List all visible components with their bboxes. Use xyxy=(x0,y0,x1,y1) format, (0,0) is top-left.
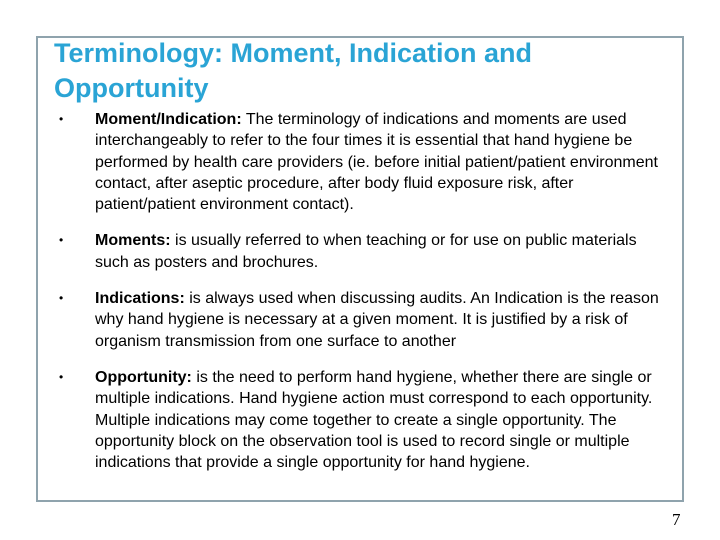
term-label: Moments: xyxy=(95,232,171,250)
page-number: 7 xyxy=(672,510,681,529)
term-definition: is the need to perform hand hygiene, whether there are single or multiple indications. Hand hygiene action must correspond to each opportunity. Multiple indications may come together to create a single opportunity. The opportunity block on the observation tool is used to record single or multiple indications that provide a single opportunity for hand hygiene. xyxy=(95,368,653,472)
slide-title: Terminology: Moment, Indication and Opportunity xyxy=(54,38,532,103)
bullet-icon: • xyxy=(59,369,64,384)
bullet-icon: • xyxy=(59,291,64,306)
term-label: Moment/Indication: xyxy=(95,111,242,128)
bullet-icon: • xyxy=(59,112,64,126)
bullet-icon: • xyxy=(59,233,64,248)
term-label: Indications: xyxy=(95,290,185,308)
bullet-item-indications xyxy=(55,288,665,352)
term-definition: is always used when discussing audits. An Indication is the reason why hand hygiene is necessary at a given moment. It is justified by a risk of organism transmission from one surface to another xyxy=(95,290,659,350)
bullet-item-opportunity xyxy=(55,367,665,473)
bullet-item-moment-indication xyxy=(55,109,665,215)
term-definition: is usually referred to when teaching or for use on public materials such as posters and brochures. xyxy=(95,232,637,271)
term-label: Opportunity: xyxy=(95,368,192,386)
term-definition: The terminology of indications and moments are used interchangeably to refer to the four times it is essential that hand hygiene be performed by health care providers (ie. before initial patient/patient environment contact, after aseptic procedure, after body fluid exposure risk, after patient/patient environment contact). xyxy=(95,111,658,214)
bullet-item-moments xyxy=(55,230,665,273)
bullet-list xyxy=(55,109,665,488)
